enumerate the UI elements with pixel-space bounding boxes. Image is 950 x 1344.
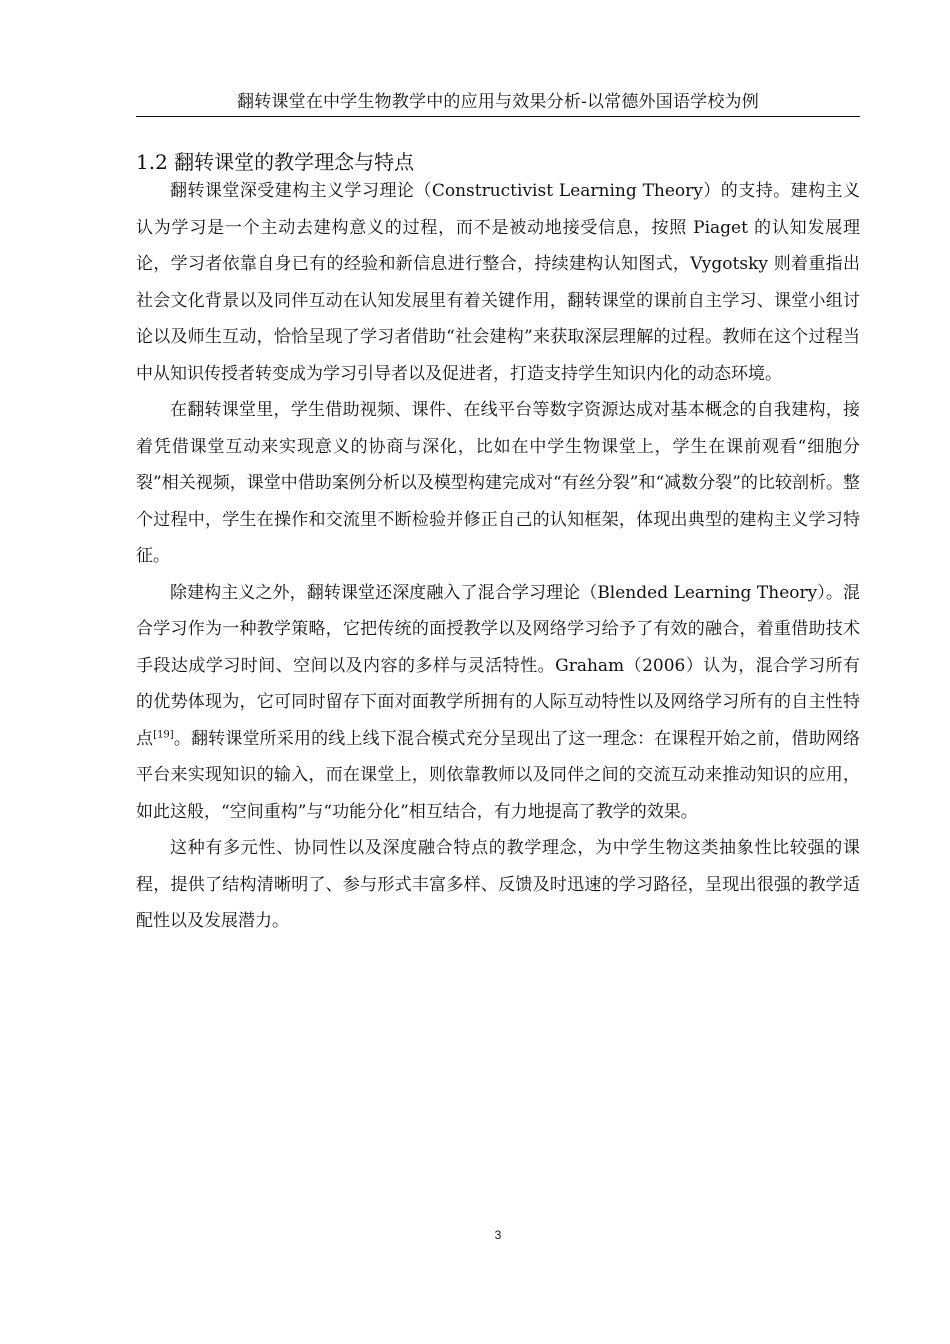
paragraph-flipped-classroom-example: 在翻转课堂里，学生借助视频、课件、在线平台等数字资源达成对基本概念的自我建构，接着凭借课堂互动来实现意义的协商与深化，比如在中学生物课堂上，学生在课前观看“细胞分裂”相关视频，课堂中借助案例分析以及模型构建完成对“有丝分裂”和“减数分裂”的比较剖析。整个过程中，学生在操作和交流里不断检验并修正自己的认知框架，体现出典型的建构主义学习特征。 xyxy=(136,400,860,566)
paragraph-blended-learning-part-2: 。翻转课堂所采用的线上线下混合模式充分呈现出了这一理念：在课程开始之前，借助网络平台来实现知识的输入，而在课堂上，则依靠教师以及同伴之间的交流互动来推动知识的应用，如此这般，“空间重构”与“功能分化”相互结合，有力地提高了教学的效果。 xyxy=(136,728,861,822)
section-heading: 1.2 翻转课堂的教学理念与特点 xyxy=(136,150,415,174)
paragraph-constructivism: 翻转课堂深受建构主义学习理论（Constructivist Learning Theory）的支持。建构主义认为学习是一个主动去建构意义的过程，而不是被动地接受信息，按照 Piaget 的认知发展理论，学习者依靠自身已有的经验和新信息进行整合，持续建构认知图式，Vygotsky 则着重指出社会文化背景以及同伴互动在认知发展里有着关键作用，翻转课堂的课前自主学习、课堂小组讨论以及师生互动，恰恰呈现了学习者借助“社会建构”来获取深层理解的过程。教师在这个过程当中从知识传授者转变成为学习引导者以及促进者，打造支持学生知识内化的动态环境。 xyxy=(136,181,860,384)
running-header: 翻转课堂在中学生物教学中的应用与效果分析-以常德外国语学校为例 xyxy=(237,92,759,112)
paragraph-conclusion: 这种有多元性、协同性以及深度融合特点的教学理念，为中学生物这类抽象性比较强的课程，提供了结构清晰明了、参与形式丰富多样、反馈及时迅速的学习路径，呈现出很强的教学适配性以及发展潜力。 xyxy=(136,838,860,931)
paragraph-blended-learning xyxy=(136,575,860,831)
paragraph-blended-learning-part-1: 除建构主义之外，翻转课堂还深度融入了混合学习理论（Blended Learning Theory）。混合学习作为一种教学策略，它把传统的面授教学以及网络学习给予了有效的融合，着重借助技术手段达成学习时间、空间以及内容的多样与灵活特性。Graham（2006）认为，混合学习所有的优势体现为，它可同时留存下面对面教学所拥有的人际互动特性以及网络学习所有的自主性特点 xyxy=(136,582,860,749)
citation-reference: [19] xyxy=(153,728,174,740)
header-rule xyxy=(136,116,860,117)
page-number: 3 xyxy=(494,1228,502,1242)
body-text xyxy=(136,173,860,940)
